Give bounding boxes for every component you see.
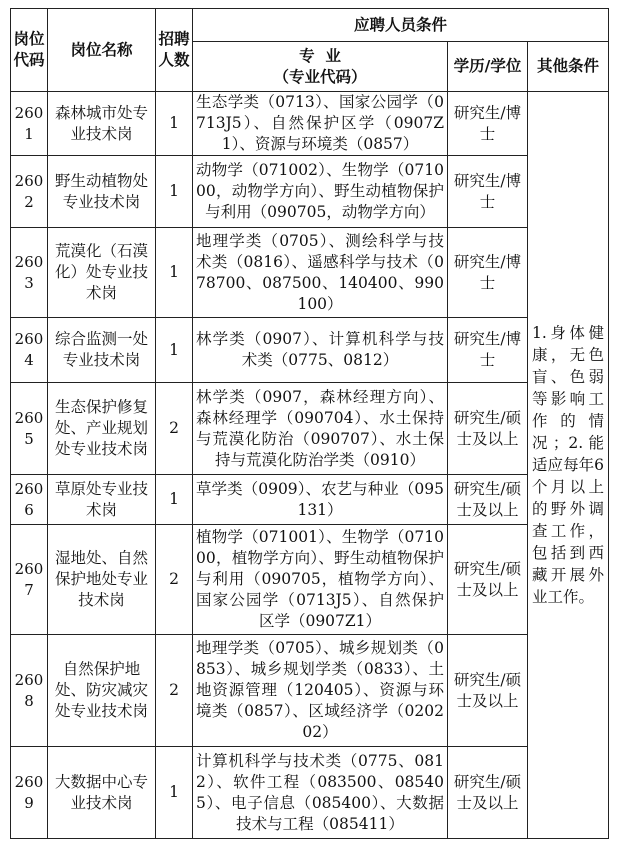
cell-count: 2 — [156, 525, 193, 635]
cell-name: 大数据中心专业技术岗 — [48, 747, 156, 839]
recruitment-table — [10, 8, 609, 839]
cell-count: 1 — [156, 156, 193, 228]
cell-name: 野生动植物处专业技术岗 — [48, 156, 156, 228]
cell-degree: 研究生/硕士及以上 — [448, 747, 528, 839]
cell-other-conditions: 1.身体健康，无色盲、色弱等影响工作的情况；2.能适应每年6个月以上的野外调查工作，包括到西藏开展外业工作。 — [528, 92, 609, 839]
cell-name: 草原处专业技术岗 — [48, 475, 156, 525]
header-major-title: 专 业 — [299, 46, 341, 65]
cell-code: 2601 — [11, 92, 48, 156]
cell-degree: 研究生/博士 — [448, 92, 528, 156]
cell-name: 荒漠化（石漠化）处专业技术岗 — [48, 228, 156, 318]
cell-major: 植物学（071001）、生物学（071000，植物学方向）、野生动植物保护与利用（090705，植物学方向）、国家公园学（0713J5）、自然保护区学（0907Z1） — [193, 525, 448, 635]
cell-major: 草学类（0909）、农艺与种业（095131） — [193, 475, 448, 525]
cell-name: 湿地处、自然保护地处专业技术岗 — [48, 525, 156, 635]
header-code: 岗位代码 — [11, 9, 48, 92]
table-row — [11, 475, 609, 525]
cell-count: 1 — [156, 92, 193, 156]
header-other: 其他条件 — [528, 42, 609, 92]
cell-name: 生态保护修复处、产业规划处专业技术岗 — [48, 383, 156, 475]
cell-major: 地理学类（0705）、测绘科学与技术类（0816）、遥感科学与技术（078700、087500、140400、990100） — [193, 228, 448, 318]
table-row — [11, 635, 609, 747]
table-row — [11, 92, 609, 156]
cell-major: 地理学类（0705）、城乡规划类（0853）、城乡规划学类（0833）、土地资源管理（120405）、资源与环境类（0857）、区域经济学（020202） — [193, 635, 448, 747]
cell-degree: 研究生/硕士及以上 — [448, 635, 528, 747]
cell-major: 动物学（071002）、生物学（071000，动物学方向）、野生动植物保护与利用（090705，动物学方向） — [193, 156, 448, 228]
cell-degree: 研究生/硕士及以上 — [448, 383, 528, 475]
cell-degree: 研究生/博士 — [448, 228, 528, 318]
cell-degree: 研究生/硕士及以上 — [448, 475, 528, 525]
cell-name: 自然保护地处、防灾减灾处专业技术岗 — [48, 635, 156, 747]
table-row — [11, 156, 609, 228]
table-row — [11, 228, 609, 318]
header-major-sub: （专业代码） — [273, 67, 367, 86]
cell-count: 2 — [156, 635, 193, 747]
cell-code: 2605 — [11, 383, 48, 475]
cell-code: 2608 — [11, 635, 48, 747]
header-row-1 — [11, 9, 609, 42]
cell-major: 生态学类（0713）、国家公园学（0713J5）、自然保护区学（0907Z1）、资源与环境类（0857） — [193, 92, 448, 156]
header-conditions: 应聘人员条件 — [193, 9, 609, 42]
cell-count: 1 — [156, 747, 193, 839]
header-name: 岗位名称 — [48, 9, 156, 92]
table-row — [11, 318, 609, 383]
cell-degree: 研究生/博士 — [448, 156, 528, 228]
cell-code: 2603 — [11, 228, 48, 318]
cell-count: 2 — [156, 383, 193, 475]
cell-name: 综合监测一处专业技术岗 — [48, 318, 156, 383]
cell-name: 森林城市处专业技术岗 — [48, 92, 156, 156]
cell-degree: 研究生/博士 — [448, 318, 528, 383]
cell-code: 2609 — [11, 747, 48, 839]
cell-major: 林学类（0907）、计算机科学与技术类（0775、0812） — [193, 318, 448, 383]
table-row — [11, 383, 609, 475]
cell-code: 2607 — [11, 525, 48, 635]
table-row — [11, 525, 609, 635]
cell-code: 2604 — [11, 318, 48, 383]
header-count: 招聘人数 — [156, 9, 193, 92]
cell-code: 2602 — [11, 156, 48, 228]
cell-count: 1 — [156, 475, 193, 525]
header-major — [193, 42, 448, 92]
cell-major: 计算机科学与技术类（0775、0812）、软件工程（083500、085405）、电子信息（085400）、大数据技术与工程（085411） — [193, 747, 448, 839]
cell-code: 2606 — [11, 475, 48, 525]
cell-count: 1 — [156, 228, 193, 318]
cell-degree: 研究生/硕士及以上 — [448, 525, 528, 635]
table-row — [11, 747, 609, 839]
cell-major: 林学类（0907，森林经理方向）、森林经理学（090704）、水土保持与荒漠化防治（090707）、水土保持与荒漠化防治学类（0910） — [193, 383, 448, 475]
cell-count: 1 — [156, 318, 193, 383]
header-degree: 学历/学位 — [448, 42, 528, 92]
